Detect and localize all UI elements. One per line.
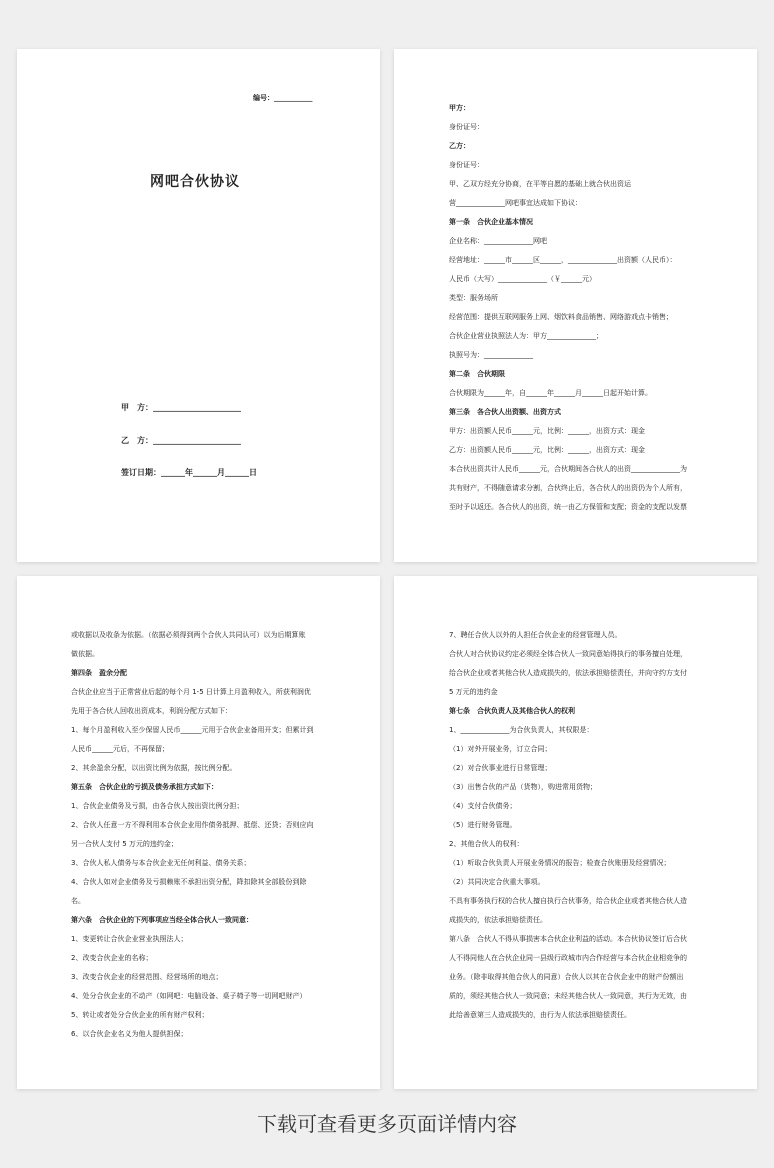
section-heading: 第六条 合伙企业的下列事项应当经全体合伙人一致同意：	[71, 916, 253, 924]
section-heading: 第四条 盈余分配	[71, 669, 127, 677]
body-line: 6、以合伙企业名义为他人提供担保；	[71, 1030, 188, 1038]
serial-number: 编号：___________	[253, 94, 313, 102]
body-line: 此给善意第三人造成损失的，由行为人依法承担赔偿责任。	[449, 1011, 631, 1019]
section-heading: 乙方：	[449, 142, 470, 150]
page-2-body	[449, 99, 711, 517]
body-line: （3）出售合伙的产品（货物），购进常用货物；	[449, 783, 597, 791]
body-line: 1、合伙企业债务及亏损，由各合伙人按出资比例分担；	[71, 802, 244, 810]
document-page-4	[394, 576, 757, 1089]
body-line: （5）进行财务管理。	[449, 821, 517, 829]
body-line: 质的，须经其他合伙人一致同意；未经其他合伙人一致同意，其行为无效，由	[449, 992, 687, 1000]
body-line: 至时予以返还。各合伙人的出资，统一由乙方保管和支配；资金的支配以发票	[449, 503, 687, 511]
party-a-signature-line: 甲 方：______________________	[121, 403, 241, 412]
body-line: 成损失的，依法承担赔偿责任。	[449, 916, 547, 924]
body-line: （1）对外开展业务，订立合同；	[449, 745, 552, 753]
body-line: 2、改变合伙企业的名称；	[71, 954, 153, 962]
body-line: 人民币（大写）______________（￥______元）	[449, 275, 596, 283]
body-line: 合伙企业营业执照法人为：甲方______________；	[449, 332, 603, 340]
party-b-signature-line: 乙 方：______________________	[121, 436, 241, 445]
section-heading: 甲方：	[449, 104, 470, 112]
body-line: 2、合伙人任意一方不得利用本合伙企业用作债务抵押、抵偿、还贷；否则应向	[71, 821, 314, 829]
body-line: 企业名称：______________网吧	[449, 237, 547, 245]
section-heading: 第一条 合伙企业基本情况	[449, 218, 533, 226]
body-line: （2）共同决定合伙重大事项。	[449, 878, 545, 886]
body-line: 3、合伙人私人债务与本合伙企业无任何利益、债务关系；	[71, 859, 251, 867]
document-page-2	[394, 49, 757, 562]
body-line: 类型：服务场所	[449, 294, 498, 302]
body-line: 1、变更转让合伙企业营业执照法人；	[71, 935, 188, 943]
body-line: 乙方：出资额人民币______元，比例：______，出资方式：现金	[449, 446, 645, 454]
body-line: 名。	[71, 897, 85, 905]
body-line: 合伙人对合伙协议约定必须经全体合伙人一致同意始得执行的事务擅自处理，	[449, 650, 687, 658]
body-line: 1、每个月盈利收入至少保留人民币______元用于合伙企业备用开支；但累计到	[71, 726, 314, 734]
page-4-body	[449, 626, 711, 1025]
body-line: 3、改变合伙企业的经营范围、经营场所的地点；	[71, 973, 223, 981]
document-title: 网吧合伙协议	[150, 174, 240, 190]
section-heading: 第五条 合伙企业的亏损及债务承担方式如下：	[71, 783, 218, 791]
signing-date-line: 签订日期：______年______月______日	[121, 468, 257, 477]
page-3-body	[71, 626, 336, 1044]
body-line: （4）支付合伙债务；	[449, 802, 517, 810]
download-prompt-text: 下载可查看更多页面详情内容	[257, 1112, 517, 1136]
body-line: 共有财产，不得随意请求分割，合伙终止后，各合伙人的出资仍为个人所有，	[449, 484, 687, 492]
document-page-3	[17, 576, 380, 1089]
body-line: 业务。（除非取得其他合伙人的同意）合伙人以其在合伙企业中的财产份额出	[449, 973, 684, 981]
body-line: 经营地址：______市______区______，______________出资额（人民币）：	[449, 256, 677, 264]
body-line: 甲方：出资额人民币______元，比例：______，出资方式：现金	[449, 427, 645, 435]
body-line: 不具有事务执行权的合伙人擅自执行合伙事务，给合伙企业或者其他合伙人造	[449, 897, 687, 905]
body-line: 4、处分合伙企业的不动产（如网吧：电脑设备、桌子椅子等一切网吧财产）	[71, 992, 307, 1000]
body-line: 本合伙出资共计人民币______元，合伙期间各合伙人的出资______________为	[449, 465, 687, 473]
body-line: 1、______________为合伙负责人，其权限是：	[449, 726, 594, 734]
section-heading: 第七条 合伙负责人及其他合伙人的权利	[449, 707, 575, 715]
document-page-1	[17, 49, 380, 562]
body-line: 合伙企业应当于正常营业后起的每个月 1-5 日计算上月盈利收入，所获利润优	[71, 688, 311, 696]
body-line: 合伙期限为______年，自______年______月______日起开始计算。	[449, 389, 652, 397]
body-line: （1）听取合伙负责人开展业务情况的报告；检查合伙账册及经营情况；	[449, 859, 671, 867]
body-line: 给合伙企业或者其他合伙人造成损失的，依法承担赔偿责任，并向守约方支付	[449, 669, 687, 677]
body-line: 5、转让或者处分合伙企业的所有财产权利；	[71, 1011, 209, 1019]
body-line: 5 万元的违约金	[449, 688, 498, 696]
section-heading: 第二条 合伙期限	[449, 370, 505, 378]
body-line: 先用于各合伙人回收出资成本，利润分配方式如下：	[71, 707, 232, 715]
body-line: 4、合伙人如对企业债务及亏损赖账不承担出资分配，降扣除其全部股份到除	[71, 878, 307, 886]
body-line: 或收据以及收条为依据。（依据必须得到两个合伙人共同认可）以为后期算账	[71, 631, 306, 639]
body-line: 经营范围：提供互联网服务上网、烟饮料食品销售、网络游戏点卡销售；	[449, 313, 673, 321]
body-line: 身份证号：	[449, 123, 484, 131]
body-line: （2）对合伙事业进行日常管理；	[449, 764, 552, 772]
body-line: 另一合伙人支付 5 万元的违约金；	[71, 840, 178, 848]
body-line: 甲、乙双方经充分协商，在平等自愿的基础上就合伙出资运	[449, 180, 631, 188]
body-line: 2、其他合伙人的权利：	[449, 840, 524, 848]
body-line: 身份证号：	[449, 161, 484, 169]
body-line: 2、其余盈余分配，以出资比例为依据，按比例分配。	[71, 764, 237, 772]
body-line: 人民币______元后，不再保留；	[71, 745, 169, 753]
body-line: 第八条 合伙人不得从事损害本合伙企业利益的活动。本合伙协议签订后合伙	[449, 935, 687, 943]
body-line: 执照号为：______________	[449, 351, 533, 359]
body-line: 人不得同他人在合伙企业同一县级行政城市内合作经营与本合伙企业相竞争的	[449, 954, 687, 962]
body-line: 做依据。	[71, 650, 99, 658]
section-heading: 第三条 各合伙人出资额、出资方式	[449, 408, 561, 416]
body-line: 7、聘任合伙人以外的人担任合伙企业的经营管理人员。	[449, 631, 622, 639]
body-line: 营______________网吧事宜达成如下协议：	[449, 199, 582, 207]
